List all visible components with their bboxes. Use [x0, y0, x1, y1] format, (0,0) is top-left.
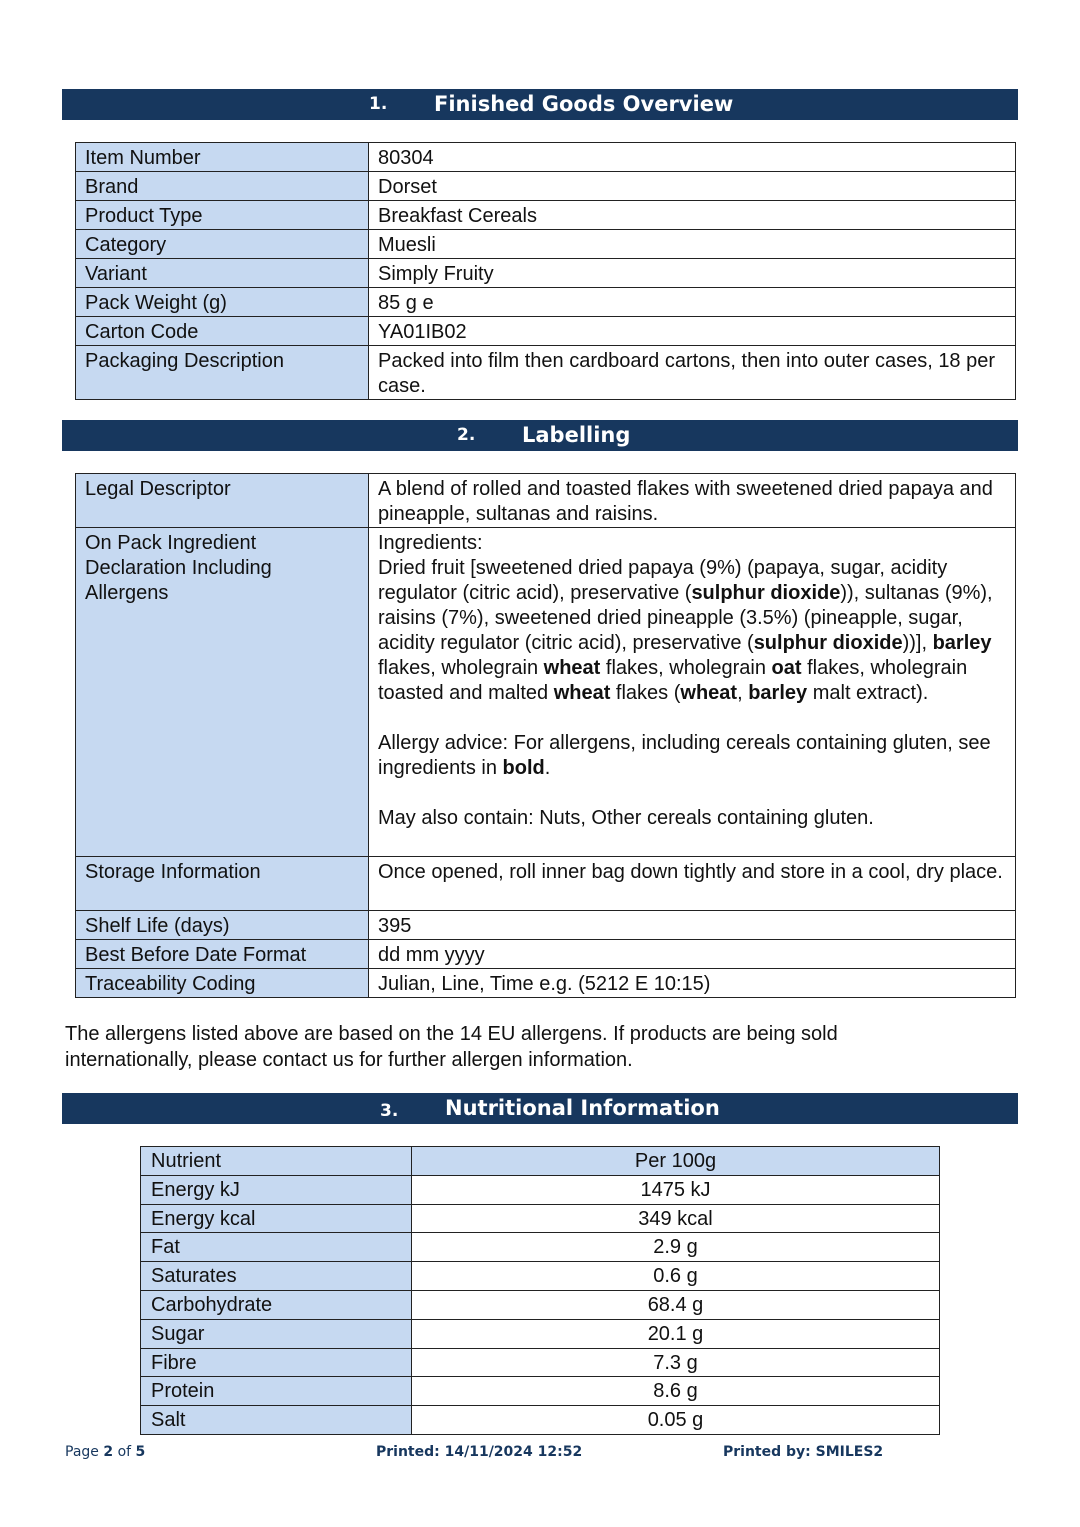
- section-number: 2.: [457, 425, 476, 445]
- row-label: Traceability Coding: [76, 969, 369, 998]
- may-contain: May also contain: Nuts, Other cereals containing gluten.: [378, 807, 874, 829]
- row-label: Best Before Date Format: [76, 940, 369, 969]
- ingredient-text: flakes, wholegrain: [378, 657, 544, 679]
- section-number: 3.: [380, 1101, 399, 1121]
- page-total: 5: [135, 1444, 146, 1460]
- table-row: [76, 288, 1016, 317]
- allergen-text: sulphur dioxide: [753, 632, 903, 654]
- nutrient-name: Energy kcal: [141, 1204, 412, 1233]
- ingredient-text: )), sultanas (9%), raisins (7%), sweetened dried pineapple (3.5%) (pineapple, sugar, acidity regulator (citric acid), preservative (: [378, 582, 993, 654]
- of-word: of: [117, 1444, 132, 1460]
- nutrient-name: Salt: [141, 1406, 412, 1435]
- section-header-overview: [62, 89, 1018, 120]
- table-row: [141, 1348, 940, 1377]
- section-number: 1.: [369, 94, 388, 114]
- header-nutrient: Nutrient: [141, 1147, 412, 1176]
- ingredient-text: malt extract).: [807, 682, 929, 704]
- nutrient-value: 0.6 g: [412, 1262, 940, 1291]
- allergen-text: wheat: [680, 682, 738, 704]
- nutrition-table: [140, 1146, 940, 1435]
- row-label: Shelf Life (days): [76, 911, 369, 940]
- advice-bold: bold: [502, 757, 545, 779]
- row-label: Brand: [76, 172, 369, 201]
- nutrient-value: 7.3 g: [412, 1348, 940, 1377]
- table-row: [141, 1204, 940, 1233]
- table-row: [76, 528, 1016, 857]
- row-label: Legal Descriptor: [76, 474, 369, 528]
- nutrient-value: 8.6 g: [412, 1377, 940, 1406]
- nutrient-name: Fat: [141, 1233, 412, 1262]
- page-number: [65, 1442, 145, 1462]
- nutrient-name: Protein: [141, 1377, 412, 1406]
- row-label: Packaging Description: [76, 346, 369, 400]
- table-row: [76, 346, 1016, 400]
- ingredients-text: [378, 556, 1006, 706]
- table-row: [141, 1175, 940, 1204]
- ingredient-text: flakes (: [610, 682, 681, 704]
- row-value: YA01IB02: [369, 317, 1016, 346]
- printed-date: [376, 1442, 582, 1462]
- page-current: 2: [103, 1444, 114, 1460]
- header-per-100g: Per 100g: [412, 1147, 940, 1176]
- row-label: Product Type: [76, 201, 369, 230]
- table-row: [76, 143, 1016, 172]
- nutrient-value: 0.05 g: [412, 1406, 940, 1435]
- printed-by-text: Printed by: SMILES2: [723, 1444, 884, 1460]
- row-value: 395: [369, 911, 1016, 940]
- section-title: Nutritional Information: [445, 1096, 720, 1120]
- allergen-text: sulphur dioxide: [691, 582, 841, 604]
- allergen-text: barley: [748, 682, 808, 704]
- nutrient-name: Saturates: [141, 1262, 412, 1291]
- ingredient-text: ))],: [902, 632, 933, 654]
- table-row: [76, 911, 1016, 940]
- nutrient-name: Fibre: [141, 1348, 412, 1377]
- row-value: 80304: [369, 143, 1016, 172]
- row-label: Carton Code: [76, 317, 369, 346]
- row-value: Once opened, roll inner bag down tightly and store in a cool, dry place.: [369, 857, 1016, 911]
- allergen-text: wheat: [553, 682, 611, 704]
- allergen-text: wheat: [543, 657, 601, 679]
- nutrient-name: Carbohydrate: [141, 1290, 412, 1319]
- table-row: [76, 317, 1016, 346]
- nutrient-name: Sugar: [141, 1319, 412, 1348]
- row-label: Pack Weight (g): [76, 288, 369, 317]
- row-value: Dorset: [369, 172, 1016, 201]
- table-row: [76, 259, 1016, 288]
- section-header-nutrition: [62, 1093, 1018, 1124]
- allergen-text: barley: [932, 632, 992, 654]
- nutrient-value: 2.9 g: [412, 1233, 940, 1262]
- table-row: [141, 1406, 940, 1435]
- row-value: Packed into film then cardboard cartons, then into outer cases, 18 per case.: [369, 346, 1016, 400]
- allergen-text: oat: [771, 657, 802, 679]
- row-label: On Pack Ingredient Declaration Including Allergens: [76, 528, 369, 857]
- allergy-advice: [378, 731, 1006, 781]
- nutrient-value: 68.4 g: [412, 1290, 940, 1319]
- row-label: Item Number: [76, 143, 369, 172]
- table-row: [141, 1290, 940, 1319]
- row-value: Muesli: [369, 230, 1016, 259]
- nutrient-value: 349 kcal: [412, 1204, 940, 1233]
- section-title: Finished Goods Overview: [434, 92, 734, 116]
- table-row: [76, 940, 1016, 969]
- ingredient-text: Dried fruit [sweetened dried papaya (9%) (papaya, sugar, acidity regulator (citric acid), preservative (: [378, 557, 948, 604]
- table-row: [76, 857, 1016, 911]
- ingredient-text: ,: [737, 682, 749, 704]
- section-header-labelling: [62, 420, 1018, 451]
- nutrition-header-row: [141, 1147, 940, 1176]
- table-row: [141, 1262, 940, 1291]
- ingredient-declaration: [369, 528, 1016, 857]
- table-row: [76, 969, 1016, 998]
- row-value: A blend of rolled and toasted flakes with sweetened dried papaya and pineapple, sultanas and raisins.: [369, 474, 1016, 528]
- table-row: [76, 474, 1016, 528]
- ingredients-heading: Ingredients:: [378, 532, 483, 554]
- nutrient-value: 20.1 g: [412, 1319, 940, 1348]
- row-value: Julian, Line, Time e.g. (5212 E 10:15): [369, 969, 1016, 998]
- table-row: [141, 1377, 940, 1406]
- table-row: [76, 201, 1016, 230]
- printed-by: [723, 1442, 883, 1462]
- nutrient-value: 1475 kJ: [412, 1175, 940, 1204]
- ingredient-text: flakes, wholegrain toasted and malted: [378, 657, 968, 704]
- labelling-table: [75, 473, 1016, 998]
- nutrient-name: Energy kJ: [141, 1175, 412, 1204]
- table-row: [76, 230, 1016, 259]
- section-title: Labelling: [522, 423, 631, 447]
- advice-end: .: [544, 757, 551, 779]
- table-row: [141, 1233, 940, 1262]
- row-value: 85 g e: [369, 288, 1016, 317]
- printed-date-text: Printed: 14/11/2024 12:52: [376, 1444, 583, 1460]
- table-row: [76, 172, 1016, 201]
- advice-text: Allergy advice: For allergens, including cereals containing gluten, see ingredients in: [378, 732, 991, 779]
- overview-table: [75, 142, 1016, 400]
- row-label: Storage Information: [76, 857, 369, 911]
- row-value: dd mm yyyy: [369, 940, 1016, 969]
- ingredient-text: flakes, wholegrain: [600, 657, 772, 679]
- allergen-note: The allergens listed above are based on the 14 EU allergens. If products are being sold internationally, please contact us for further allergen information.: [65, 1023, 838, 1071]
- table-row: [141, 1319, 940, 1348]
- row-value: Simply Fruity: [369, 259, 1016, 288]
- page-word: Page: [65, 1444, 99, 1460]
- row-label: Category: [76, 230, 369, 259]
- row-value: Breakfast Cereals: [369, 201, 1016, 230]
- row-label: Variant: [76, 259, 369, 288]
